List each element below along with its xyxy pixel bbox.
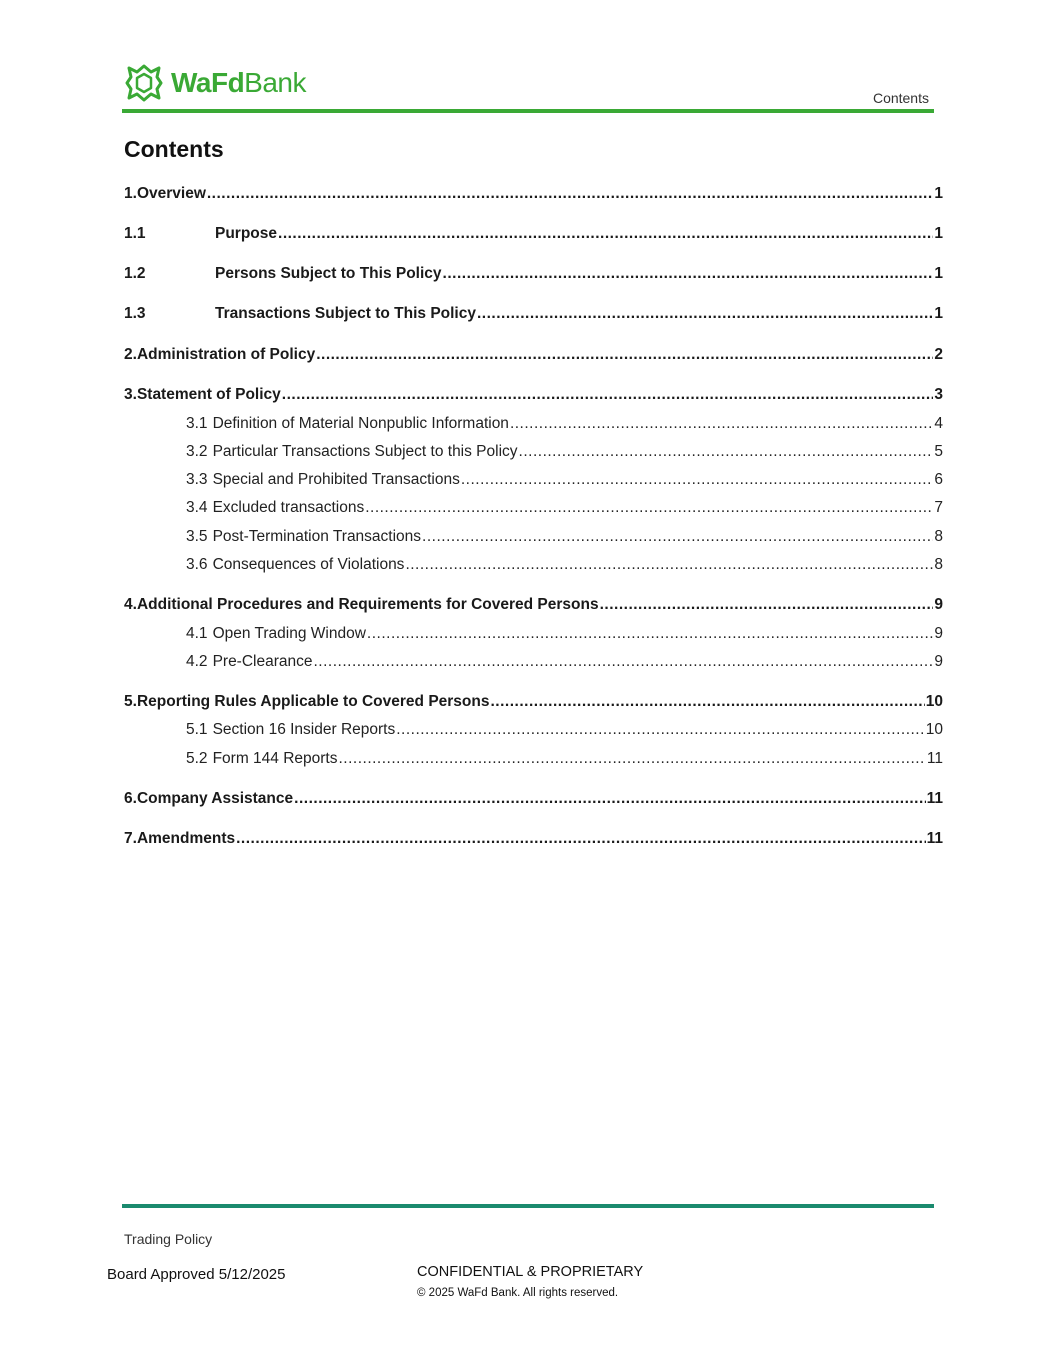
header-section-label: Contents [872, 90, 929, 106]
toc-entry[interactable] [124, 790, 943, 812]
toc-page-number: 11 [926, 790, 943, 807]
toc-entry[interactable] [124, 750, 943, 772]
toc-page-number: 1 [934, 265, 943, 282]
wafd-logo [123, 60, 306, 106]
toc-leader-dots [396, 721, 925, 739]
toc-entry-label [186, 556, 404, 574]
toc-page-number: 8 [934, 556, 943, 573]
toc-entry[interactable] [124, 721, 943, 743]
toc-entry-label [124, 346, 315, 364]
toc-entry-label [186, 471, 460, 489]
toc-page-number: 10 [925, 721, 943, 738]
toc-page-number: 2 [934, 346, 943, 363]
toc-leader-dots [338, 750, 925, 768]
toc-entry-number: 1.2 [124, 265, 146, 282]
toc-entry-number: 4.2 [186, 653, 208, 670]
toc-entry-number: 7. [124, 830, 137, 847]
toc-page-number: 11 [926, 830, 943, 847]
toc-entry-label [124, 305, 476, 323]
toc-leader-dots [207, 185, 934, 203]
toc-leader-dots [278, 225, 933, 243]
footer-approval-date: Board Approved 5/12/2025 [107, 1266, 286, 1283]
toc-entry[interactable] [124, 693, 943, 715]
toc-leader-dots [422, 528, 933, 546]
toc-entry-label [124, 386, 281, 404]
footer-document-name: Trading Policy [124, 1231, 213, 1247]
toc-entry[interactable] [124, 528, 943, 550]
toc-entry[interactable] [124, 471, 943, 493]
toc-leader-dots [314, 653, 934, 671]
toc-entry-text: Additional Procedures and Requirements for Covered Persons [136, 596, 599, 613]
toc-entry-number: 3.4 [186, 499, 208, 516]
toc-entry-text: Form 144 Reports [212, 750, 338, 767]
toc-entry-text: Pre-Clearance [212, 653, 313, 670]
toc-entry-number: 3.2 [186, 443, 208, 460]
toc-leader-dots [316, 346, 933, 364]
toc-entry-text: Post-Termination Transactions [212, 528, 422, 545]
toc-entry-number: 1.1 [124, 225, 146, 242]
toc-entry-text: Open Trading Window [212, 625, 366, 642]
toc-page-number: 11 [926, 750, 943, 767]
toc-entry-label [186, 625, 366, 643]
toc-entry-text: Consequences of Violations [212, 556, 405, 573]
toc-leader-dots [461, 471, 934, 489]
toc-leader-dots [443, 265, 934, 283]
toc-entry-label [186, 528, 421, 546]
toc-entry-text: Statement of Policy [136, 386, 281, 403]
toc-entry-label [124, 830, 235, 848]
toc-entry[interactable] [124, 653, 943, 675]
header-divider [122, 109, 934, 113]
toc-entry-text: Persons Subject to This Policy [215, 265, 442, 282]
toc-leader-dots [510, 415, 933, 433]
footer-copyright: © 2025 WaFd Bank. All rights reserved. [417, 1287, 619, 1299]
toc-entry-number: 3.3 [186, 471, 208, 488]
toc-entry-number: 3.1 [186, 415, 208, 432]
toc-leader-dots [519, 443, 934, 461]
toc-entry-text: Amendments [136, 830, 236, 847]
toc-entry-number: 5. [124, 693, 137, 710]
toc-entry[interactable] [124, 305, 943, 327]
toc-entry-number: 2. [124, 346, 137, 363]
toc-entry-label [124, 265, 442, 283]
toc-entry[interactable] [124, 185, 943, 207]
toc-entry-text: Section 16 Insider Reports [212, 721, 396, 738]
toc-page-number: 1 [934, 225, 943, 242]
toc-entry-number: 3.6 [186, 556, 208, 573]
toc-entry-label [186, 750, 337, 768]
toc-entry-number: 1. [124, 185, 137, 202]
toc-page-number: 4 [934, 415, 943, 432]
toc-entry-text: Transactions Subject to This Policy [215, 305, 476, 322]
toc-leader-dots [294, 790, 925, 808]
toc-entry-text: Special and Prohibited Transactions [212, 471, 460, 488]
toc-entry-label [124, 225, 277, 243]
toc-entry[interactable] [124, 830, 943, 852]
toc-page-number: 7 [934, 499, 943, 516]
toc-entry-text: Particular Transactions Subject to this Policy [212, 443, 518, 460]
wafd-emblem-icon [123, 62, 165, 104]
toc-leader-dots [236, 830, 925, 848]
footer-confidential: CONFIDENTIAL & PROPRIETARY [417, 1264, 644, 1280]
logo-wordmark: WaFdBank [171, 67, 306, 98]
toc-entry[interactable] [124, 415, 943, 437]
toc-entry-text: Company Assistance [136, 790, 294, 807]
toc-leader-dots [405, 556, 933, 574]
toc-entry[interactable] [124, 386, 943, 408]
footer-divider [122, 1204, 934, 1208]
toc-page-number: 5 [934, 443, 943, 460]
toc-page-number: 10 [925, 693, 943, 710]
toc-entry-label [186, 721, 395, 739]
toc-entry-label [186, 443, 518, 461]
toc-page-number: 9 [934, 625, 943, 642]
toc-leader-dots [600, 596, 934, 614]
toc-entry[interactable] [124, 596, 943, 618]
toc-entry-text: Definition of Material Nonpublic Information [212, 415, 509, 432]
toc-entry[interactable] [124, 443, 943, 465]
toc-entry-label [124, 185, 206, 203]
toc-page-number: 1 [934, 185, 943, 202]
toc-entry[interactable] [124, 556, 943, 578]
toc-entry-label [124, 693, 490, 711]
toc-entry-number: 1.3 [124, 305, 146, 322]
toc-page-number: 8 [934, 528, 943, 545]
toc-page-number: 9 [934, 653, 943, 670]
toc-entry-number: 3.5 [186, 528, 208, 545]
toc-entry-label [186, 415, 509, 433]
toc-page-number: 1 [934, 305, 943, 322]
toc-page-number: 6 [934, 471, 943, 488]
toc-entry-label [186, 499, 364, 517]
toc-leader-dots [491, 693, 925, 711]
toc-entry-number: 6. [124, 790, 137, 807]
toc-entry-number: 4.1 [186, 625, 208, 642]
toc-leader-dots [365, 499, 933, 517]
toc-leader-dots [477, 305, 933, 323]
toc-entry[interactable] [124, 225, 943, 247]
toc-entry-text: Administration of Policy [136, 346, 316, 363]
toc-entry-number: 4. [124, 596, 137, 613]
toc-entry-text: Overview [136, 185, 206, 202]
toc-entry-text: Excluded transactions [212, 499, 365, 516]
toc-entry-number: 3. [124, 386, 137, 403]
toc-entry-label [124, 596, 599, 614]
toc-entry-label [124, 790, 293, 808]
toc-entry[interactable] [124, 625, 943, 647]
toc-entry[interactable] [124, 346, 943, 368]
toc-entry-label [186, 653, 313, 671]
toc-title: Contents [124, 136, 224, 162]
toc-entry-number: 5.2 [186, 750, 208, 767]
toc-page-number: 3 [934, 386, 943, 403]
toc-entry-text: Reporting Rules Applicable to Covered Persons [136, 693, 490, 710]
toc-page-number: 9 [934, 596, 943, 613]
toc-entry[interactable] [124, 499, 943, 521]
toc-entry[interactable] [124, 265, 943, 287]
toc-leader-dots [367, 625, 933, 643]
toc-entry-number: 5.1 [186, 721, 208, 738]
toc-leader-dots [282, 386, 934, 404]
toc-entry-text: Purpose [215, 225, 278, 242]
